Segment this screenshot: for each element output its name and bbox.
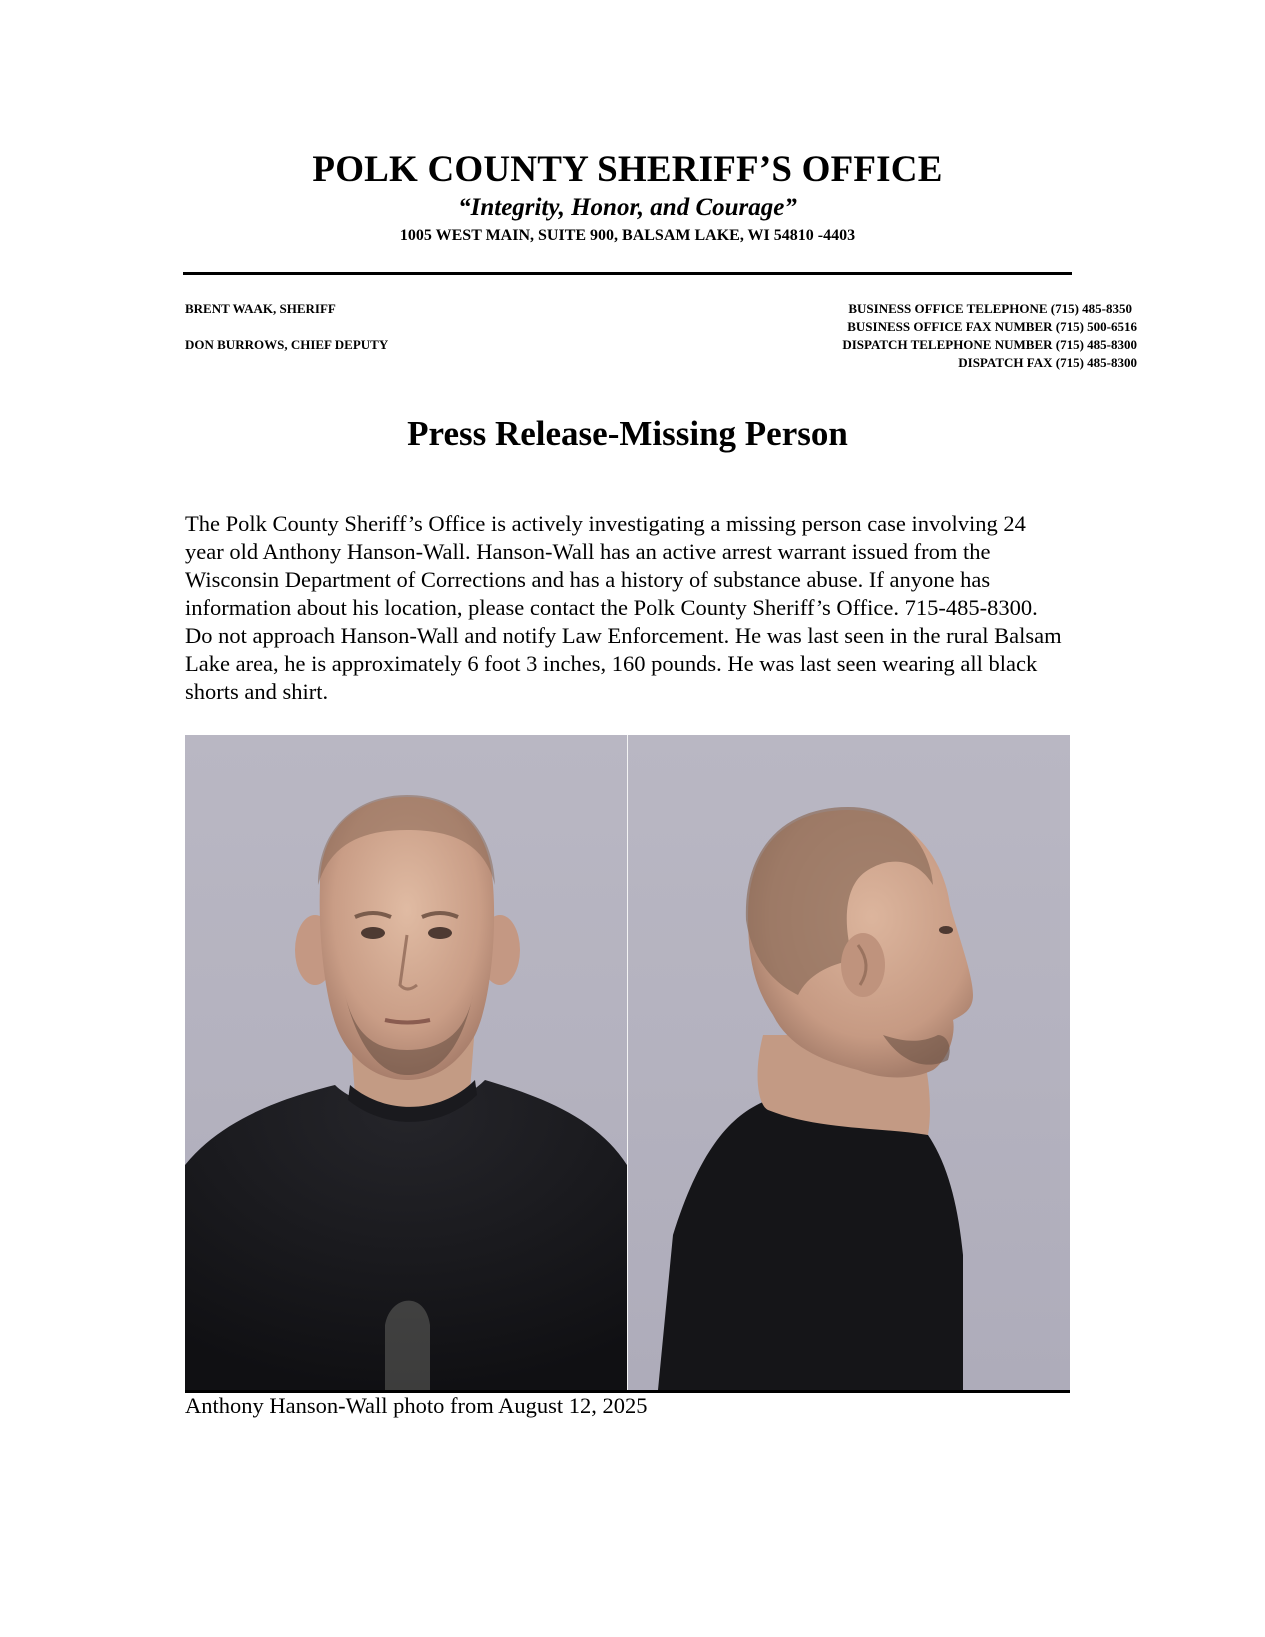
address: 1005 WEST MAIN, SUITE 900, BALSAM LAKE, WI 54810 -4403 — [399, 227, 856, 244]
booking-photos — [185, 735, 1070, 1393]
sheriff-name: BRENT WAAK, SHERIFF — [185, 301, 336, 316]
header-divider — [183, 272, 1072, 275]
document-title: Press Release-Missing Person — [407, 414, 848, 453]
business-office-telephone: BUSINESS OFFICE TELEPHONE (715) 485-8350 — [848, 301, 1132, 316]
organization-name: POLK COUNTY SHERIFF’S OFFICE — [312, 149, 943, 190]
dispatch-fax: DISPATCH FAX (715) 485-8300 — [958, 355, 1137, 370]
chief-deputy-name: DON BURROWS, CHIEF DEPUTY — [185, 337, 389, 352]
front-photo — [185, 735, 627, 1390]
motto: “Integrity, Honor, and Courage” — [458, 194, 797, 221]
release-body: The Polk County Sheriff’s Office is actively investigating a missing person case involving 24 year old Anthony Hanson-Wall. Hanson-Wall has an active arrest warrant issued from the Wisconsin Department of Corrections and has a history of substance abuse. If anyone has information about his location, please contact the Polk County Sheriff’s Office. 715-485-8300. Do not approach Hanson-Wall and notify Law Enforcement. He was last seen in the rural Balsam Lake area, he is approximately 6 foot 3 inches, 160 pounds. He was last seen wearing all black shorts and shirt. — [185, 511, 1062, 704]
dispatch-telephone: DISPATCH TELEPHONE NUMBER (715) 485-8300 — [842, 337, 1137, 352]
profile-photo — [628, 735, 1070, 1390]
business-office-fax: BUSINESS OFFICE FAX NUMBER (715) 500-6516 — [847, 319, 1137, 334]
contact-numbers — [842, 300, 1137, 372]
photo-caption: Anthony Hanson-Wall photo from August 12, 2025 — [185, 1393, 648, 1418]
staff-list — [185, 300, 388, 354]
letterhead — [180, 148, 1075, 247]
